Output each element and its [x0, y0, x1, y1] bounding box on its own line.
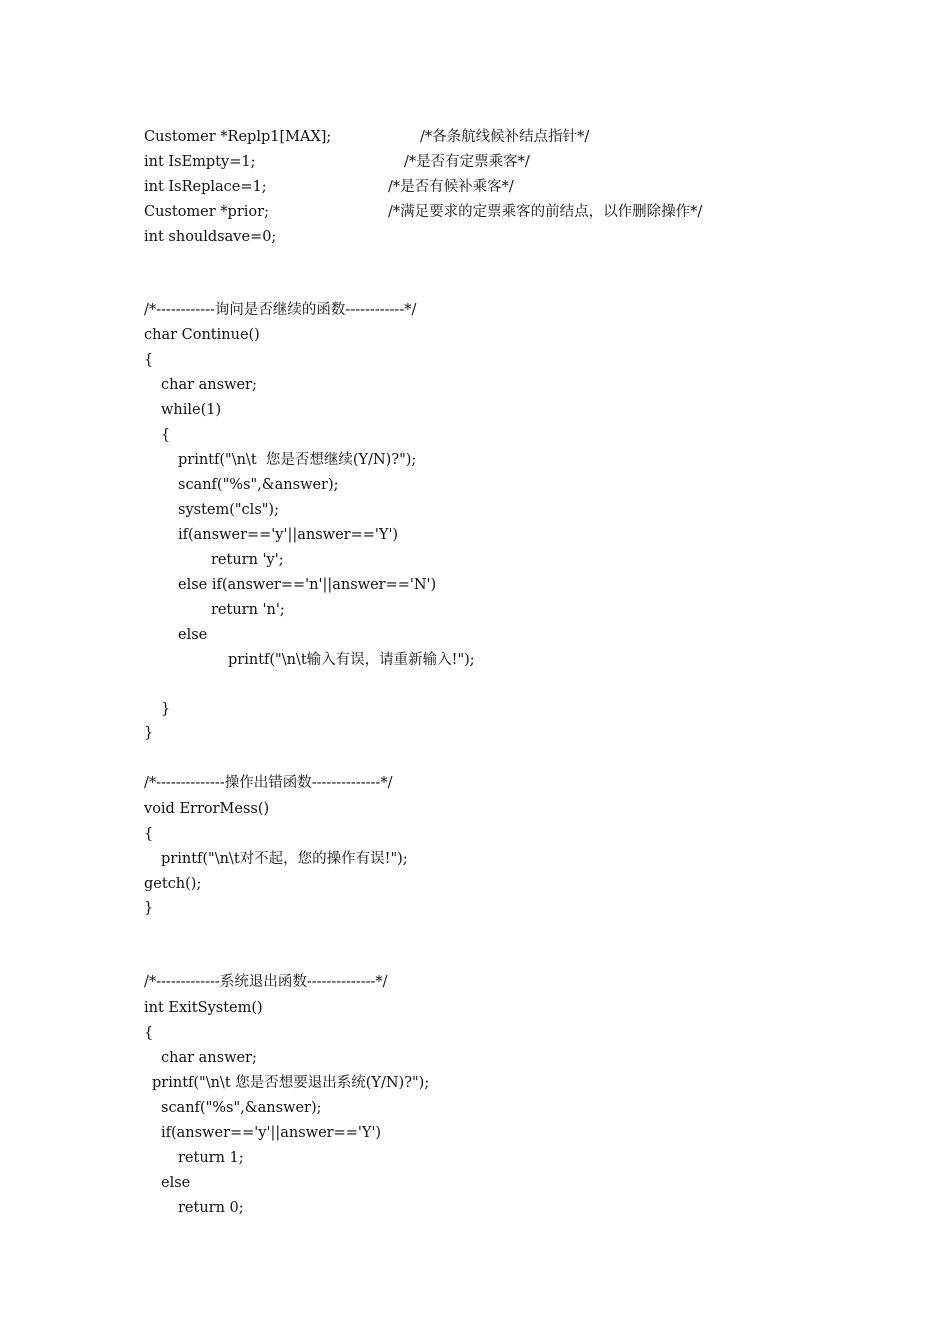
code-line: [0, 996, 263, 1021]
code-text: Customer *Replp1[MAX];: [144, 129, 332, 145]
code-text: scanf("%s",&answer);: [178, 477, 339, 493]
code-line: [0, 548, 284, 573]
code-line: [0, 623, 208, 648]
code-text: else: [161, 1175, 191, 1191]
code-line: [0, 872, 202, 897]
code-text: int IsReplace=1;: [144, 179, 267, 195]
code-line: [0, 648, 475, 673]
code-line: [0, 150, 530, 175]
code-text: else if(answer=='n'||answer=='N'): [178, 577, 437, 593]
code-line: [0, 697, 171, 722]
code-line: [0, 200, 703, 225]
code-line: [0, 797, 270, 822]
code-text: scanf("%s",&answer);: [161, 1100, 322, 1116]
code-line: [0, 348, 154, 373]
section-comment: [0, 970, 388, 995]
code-text: }: [144, 900, 154, 916]
code-line: [0, 125, 590, 150]
code-text: int shouldsave=0;: [144, 229, 277, 245]
code-line: [0, 822, 154, 847]
code-line: [0, 598, 285, 623]
code-line: [0, 373, 257, 398]
code-text: printf("\n\t输入有误，请重新输入!");: [228, 652, 475, 668]
code-line: [0, 323, 260, 348]
code-text: printf("\n\t对不起，您的操作有误!");: [161, 851, 408, 867]
code-line: [0, 448, 417, 473]
code-line: [0, 1021, 154, 1046]
code-line: [0, 573, 437, 598]
code-line: [0, 721, 154, 746]
code-text: if(answer=='y'||answer=='Y'): [178, 527, 399, 543]
code-line: [0, 523, 399, 548]
section-comment: [0, 298, 417, 323]
code-text: /*------------询问是否继续的函数------------*/: [144, 302, 417, 318]
code-line: [0, 398, 222, 423]
code-line: [0, 1171, 191, 1196]
code-comment: /*各条航线候补结点指针*/: [420, 129, 590, 145]
code-text: printf("\n\t 您是否想继续(Y/N)?");: [178, 452, 417, 468]
code-text: /*--------------操作出错函数--------------*/: [144, 775, 393, 791]
code-text: int IsEmpty=1;: [144, 154, 256, 170]
code-text: return 0;: [178, 1200, 244, 1216]
code-line: [0, 225, 277, 250]
code-text: system("cls");: [178, 502, 279, 518]
code-line: [0, 473, 339, 498]
code-line: [0, 1121, 382, 1146]
code-line: [0, 498, 279, 523]
code-line: [0, 1046, 257, 1071]
code-line: [0, 423, 171, 448]
code-comment: /*是否有定票乘客*/: [404, 154, 530, 170]
code-text: return 'n';: [211, 602, 285, 618]
code-line: [0, 896, 154, 921]
code-line: [0, 1146, 244, 1171]
section-comment: [0, 771, 393, 796]
code-text: Customer *prior;: [144, 204, 269, 220]
code-text: void ErrorMess(): [144, 801, 270, 817]
code-text: }: [161, 701, 171, 717]
code-text: /*-------------系统退出函数--------------*/: [144, 974, 388, 990]
code-text: while(1): [161, 402, 222, 418]
code-comment: /*是否有候补乘客*/: [388, 179, 514, 195]
code-text: char answer;: [161, 1050, 257, 1066]
code-text: return 'y';: [211, 552, 284, 568]
code-text: int ExitSystem(): [144, 1000, 263, 1016]
code-text: else: [178, 627, 208, 643]
code-text: char Continue(): [144, 327, 260, 343]
code-text: if(answer=='y'||answer=='Y'): [161, 1125, 382, 1141]
code-text: {: [144, 1025, 154, 1041]
code-text: {: [161, 427, 171, 443]
code-text: {: [144, 352, 154, 368]
code-line: [0, 1071, 430, 1096]
code-text: char answer;: [161, 377, 257, 393]
code-line: [0, 1096, 322, 1121]
code-line: [0, 847, 408, 872]
code-text: printf("\n\t 您是否想要退出系统(Y/N)?");: [152, 1075, 430, 1091]
code-text: {: [144, 826, 154, 842]
code-text: }: [144, 725, 154, 741]
code-comment: /*满足要求的定票乘客的前结点，以作删除操作*/: [388, 204, 703, 220]
code-line: [0, 1196, 244, 1221]
code-text: getch();: [144, 876, 202, 892]
code-text: return 1;: [178, 1150, 244, 1166]
code-line: [0, 175, 514, 200]
